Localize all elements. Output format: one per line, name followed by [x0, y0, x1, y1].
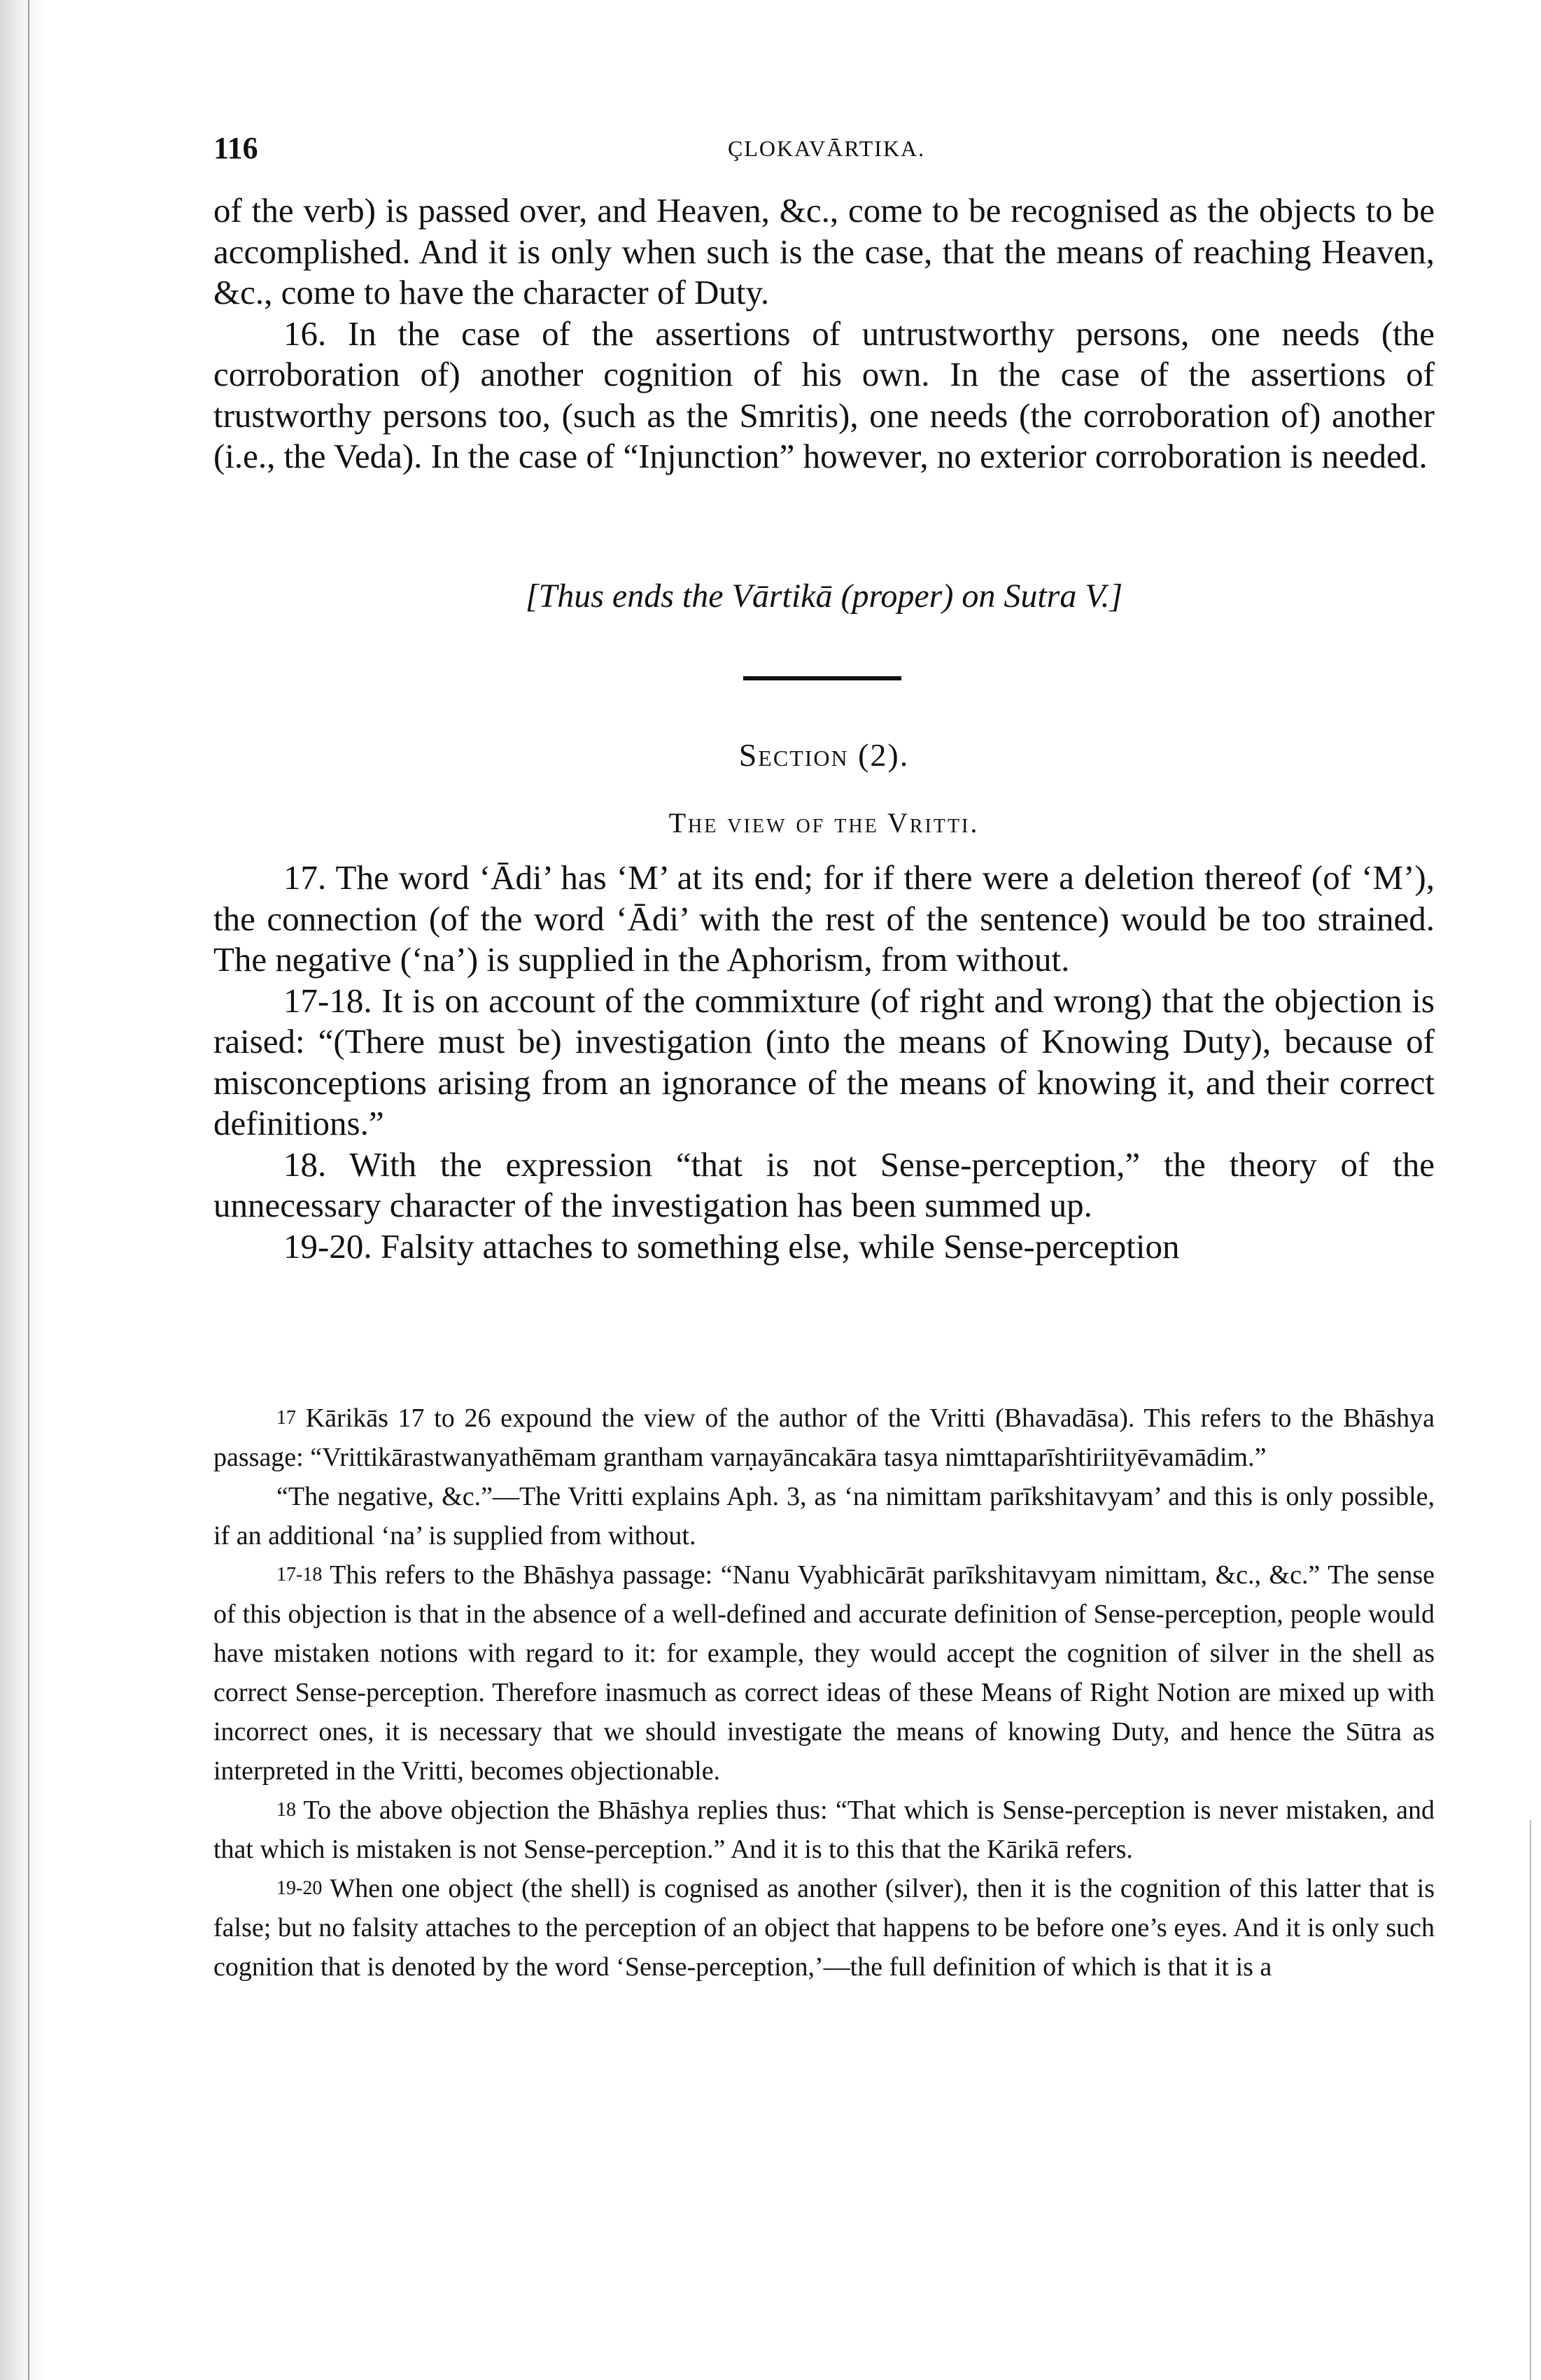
footnotes [213, 1399, 1435, 1987]
page-number: 116 [213, 131, 258, 165]
paragraph: 16. In the case of the assertions of untrustworthy persons, one needs (the corroboration of) another cognition of his own. In the case of the assertions of trustworthy persons too, (such as the Smritis), one needs (the corroboration of) another (i.e., the Veda). In the case of “Injunction” however, no exterior corroboration is needed. [213, 314, 1435, 475]
footnote-number: 17 [276, 1407, 296, 1429]
footnote-number: 18 [276, 1799, 296, 1821]
footnote-number: 17-18 [276, 1564, 323, 1586]
footnote-text: “The negative, &c.”—The Vritti explains Aph. 3, as ‘na nimittam parīkshitavyam’ and this is only possible, if an additional ‘na’ is supplied from without. [213, 1482, 1435, 1550]
section-heading: Section (2). [738, 737, 910, 773]
paragraph: 17. The word ‘Ādi’ has ‘M’ at its end; for if there were a deletion thereof (of ‘M’), the connection (of the word ‘Ādi’ with the rest of the sentence) would be too strained. The negative (‘na’) is supplied in the Aphorism, from without. [213, 858, 1435, 979]
paragraph: of the verb) is passed over, and Heaven, &c., come to be recognised as the objects to be accomplished. And it is only when such is the case, that the means of reaching Heaven, &c., come to have the character of Duty. [213, 191, 1435, 312]
scan-line-right [1530, 1820, 1531, 2380]
footnote-number: 19-20 [276, 1877, 323, 1899]
footnote [213, 1555, 1435, 1791]
footnote [213, 1399, 1435, 1477]
footnote-text: To the above objection the Bhāshya replies thus: “That which is Sense-perception is never mistaken, and that which is mistaken is not Sense-perception.” And it is to this that the Kārikā refers. [213, 1795, 1435, 1864]
section-subheading: The view of the Vritti. [668, 807, 980, 839]
paragraph: 17-18. It is on account of the commixture (of right and wrong) that the objection is raised: “(There must be) investigation (into the means of Knowing Duty), because of misconceptions arising from an ignorance of the means of knowing it, and their correct definitions.” [213, 981, 1435, 1142]
footnote-text: Kārikās 17 to 26 expound the view of the author of the Vritti (Bhavadāsa). This refers to the Bhāshya passage: “Vrittikārastwanyathēmam grantham varṇayāncakāra tasya nimttaparīshtiriityēvamādim.” [213, 1404, 1435, 1472]
footnote [213, 1869, 1435, 1987]
scan-line-left [28, 0, 29, 2380]
footnote-text: This refers to the Bhāshya passage: “Nanu Vyabhicārāt parīkshitavyam nimittam, &c., &c.” The sense of this objection is that in the absence of a well-defined and accurate definition of Sense-perception, people would have mistaken notions with regard to it: for example, they would accept the cognition of silver in the shell as correct Sense-perception. Therefore inasmuch as correct ideas of these Means of Right Notion are mixed up with incorrect ones, it is necessary that we should investigate the means of knowing Duty, and hence the Sūtra as interpreted in the Vritti, becomes objectionable. [213, 1560, 1435, 1786]
body-text-bottom [213, 858, 1435, 1267]
body-text-top [213, 190, 1435, 477]
footnote [213, 1791, 1435, 1869]
running-title: ÇLOKAVĀRTIKA. [728, 136, 926, 161]
page-header [213, 130, 1436, 172]
section-divider [743, 676, 901, 680]
paragraph: 18. With the expression “that is not Sense-perception,” the theory of the unnecessary character of the investigation has been summed up. [213, 1144, 1435, 1224]
footnote-text: When one object (the shell) is cognised as another (silver), then it is the cognition of this latter that is false; but no falsity attaches to the perception of an object that happens to be before one’s eyes. And it is only such cognition that is denoted by the word ‘Sense-perception,’—the full definition of which is that it is a [213, 1874, 1435, 1982]
ends-note: [Thus ends the Vārtikā (proper) on Sutra V.] [525, 578, 1123, 615]
scan-margin-shadow [0, 0, 49, 2380]
paragraph: 19-20. Falsity attaches to something else, while Sense-perception [283, 1226, 1180, 1266]
footnote [213, 1477, 1435, 1555]
